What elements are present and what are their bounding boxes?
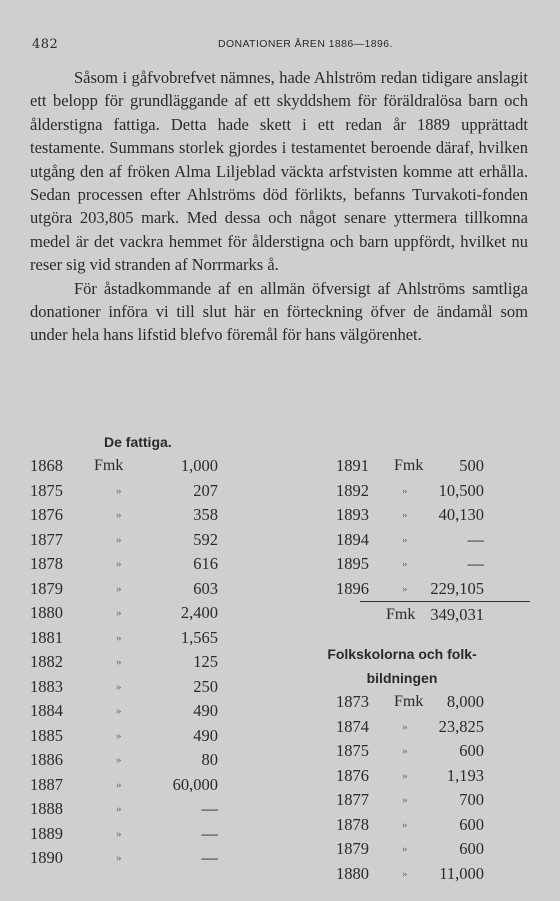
- total-amount: 349,031: [430, 605, 484, 624]
- row-year: 1883: [30, 676, 63, 696]
- row-ditto-mark: »: [402, 582, 408, 595]
- row-year: 1876: [30, 505, 63, 524]
- table-row: [300, 862, 530, 887]
- row-amount: 8,000: [446, 692, 484, 711]
- row-year: 1873: [336, 692, 369, 711]
- row-ditto-mark: »: [402, 745, 408, 757]
- fattiga-table: [30, 430, 270, 871]
- row-amount: —: [467, 554, 484, 573]
- paragraph: För åstadkommande af en allmän öfversigt af Ahlströms samtliga donationer införa vi till slut här en förteckning öfver de ändamål som under hela hans lifstid blefvo föremål för hans välgörenhet.: [30, 278, 528, 345]
- right-top-spacer: [300, 430, 530, 454]
- table-row: [30, 822, 270, 847]
- row-amount: 60,000: [172, 774, 218, 794]
- row-year: 1890: [30, 848, 63, 867]
- row-year: 1896: [336, 578, 369, 598]
- fattiga-rows-continued: [300, 454, 530, 602]
- table-row: [300, 528, 530, 553]
- row-ditto-mark: »: [116, 631, 122, 644]
- body-text: [30, 66, 528, 347]
- row-ditto-mark: »: [116, 778, 122, 791]
- row-year: 1892: [336, 480, 369, 500]
- row-year: 1876: [336, 765, 369, 785]
- row-amount: 500: [459, 456, 484, 475]
- table-row: [30, 797, 270, 822]
- row-year: 1888: [30, 799, 63, 818]
- row-year: 1878: [30, 554, 63, 573]
- row-amount: 600: [459, 814, 484, 834]
- table-row: [30, 601, 270, 626]
- row-amount: 592: [193, 529, 218, 549]
- row-year: 1894: [336, 529, 369, 549]
- row-amount: 600: [459, 839, 484, 858]
- table-row: [30, 675, 270, 700]
- row-amount: 1,193: [446, 765, 484, 785]
- table-row: [30, 748, 270, 773]
- row-ditto-mark: »: [116, 827, 122, 840]
- table-row: [300, 690, 530, 715]
- page-number: 482: [32, 37, 59, 52]
- running-title: DONATIONER ÅREN 1886—1896.: [218, 38, 393, 50]
- table-row: [30, 479, 270, 504]
- row-amount: 490: [193, 725, 218, 745]
- row-ditto-mark: »: [116, 705, 122, 717]
- row-amount: 700: [459, 790, 484, 809]
- table-row: [300, 764, 530, 789]
- row-ditto-mark: »: [402, 509, 408, 521]
- row-year: 1893: [336, 505, 369, 524]
- table-row: [30, 552, 270, 577]
- table-row: [300, 454, 530, 479]
- row-ditto-mark: »: [402, 818, 408, 831]
- row-year: 1880: [30, 603, 63, 622]
- table-row: [30, 528, 270, 553]
- row-year: 1887: [30, 774, 63, 794]
- table-row: [336, 577, 530, 603]
- folkskolor-heading-line2: bildningen: [366, 670, 438, 686]
- fattiga-total: [300, 602, 530, 628]
- table-row: [300, 552, 530, 577]
- row-ditto-mark: »: [116, 852, 122, 864]
- row-amount: —: [201, 799, 218, 818]
- row-unit: Fmk: [394, 693, 424, 710]
- table-row: [30, 724, 270, 749]
- row-unit: Fmk: [94, 457, 124, 474]
- row-amount: 616: [193, 554, 218, 573]
- row-year: 1891: [336, 456, 369, 475]
- row-ditto-mark: »: [402, 867, 408, 880]
- row-amount: 250: [193, 676, 218, 696]
- table-row: [300, 837, 530, 862]
- fattiga-heading: De fattiga.: [104, 434, 172, 450]
- row-amount: 80: [201, 750, 218, 769]
- row-year: 1882: [30, 652, 63, 671]
- table-row: [300, 813, 530, 838]
- right-column: [300, 430, 530, 886]
- folkskolor-heading-line1: Folkskolorna och folk-: [327, 646, 477, 662]
- table-row: [300, 788, 530, 813]
- row-ditto-mark: »: [402, 533, 408, 546]
- row-year: 1875: [30, 480, 63, 500]
- row-unit: Fmk: [394, 457, 424, 474]
- table-row: [30, 626, 270, 651]
- row-year: 1879: [30, 578, 63, 598]
- row-amount: 10,500: [438, 480, 484, 500]
- row-ditto-mark: »: [116, 533, 122, 546]
- total-unit: Fmk: [386, 606, 416, 623]
- table-row: [30, 846, 270, 871]
- page-header: [30, 37, 530, 53]
- row-ditto-mark: »: [116, 582, 122, 595]
- row-ditto-mark: »: [402, 720, 408, 733]
- row-year: 1881: [30, 627, 63, 647]
- row-year: 1868: [30, 456, 63, 475]
- row-year: 1874: [336, 716, 369, 736]
- table-row: [30, 454, 270, 479]
- row-amount: 1,565: [180, 627, 218, 647]
- row-year: 1877: [336, 790, 369, 809]
- row-amount: 2,400: [180, 603, 218, 622]
- table-row: [30, 773, 270, 798]
- row-ditto-mark: »: [116, 484, 122, 497]
- row-ditto-mark: »: [116, 729, 122, 742]
- folkskolor-rows: [300, 690, 530, 886]
- row-ditto-mark: »: [116, 607, 122, 619]
- row-ditto-mark: »: [116, 509, 122, 521]
- row-amount: 600: [459, 741, 484, 760]
- table-row: [30, 577, 270, 602]
- row-year: 1889: [30, 823, 63, 843]
- row-amount: —: [201, 823, 218, 843]
- row-ditto-mark: »: [402, 769, 408, 782]
- row-ditto-mark: »: [402, 558, 408, 570]
- table-row: [30, 699, 270, 724]
- table-row: [300, 479, 530, 504]
- row-year: 1878: [336, 814, 369, 834]
- row-amount: 40,130: [438, 505, 484, 524]
- row-ditto-mark: »: [116, 656, 122, 668]
- row-amount: 490: [193, 701, 218, 720]
- row-year: 1877: [30, 529, 63, 549]
- table-row: [300, 739, 530, 764]
- row-amount: 207: [193, 480, 218, 500]
- table-row: [300, 503, 530, 528]
- row-ditto-mark: »: [116, 803, 122, 815]
- row-ditto-mark: »: [116, 680, 122, 693]
- row-year: 1875: [336, 741, 369, 760]
- row-amount: 1,000: [180, 456, 218, 475]
- row-amount: 358: [193, 505, 218, 524]
- row-amount: 125: [193, 652, 218, 671]
- row-year: 1885: [30, 725, 63, 745]
- table-row: [300, 715, 530, 740]
- row-amount: 11,000: [439, 863, 484, 883]
- row-ditto-mark: »: [116, 558, 122, 570]
- row-year: 1879: [336, 839, 369, 858]
- paragraph: Såsom i gåfvobrefvet nämnes, hade Ahlström redan tidigare anslagit ett belopp för grundläggande af ett skyddshem för föräldralösa barn och ålderstigna fattiga. Detta hade skett i ett redan år 1889 upprättadt testamente. Summans storlek gjordes i testamentet beroende däraf, hvilken utgång den af fröken Alma Liljeblad väckta arfstvisten komme att erhålla. Sedan processen efter Ahlströms död förlikts, befanns Turvakoti-fonden utgöra 203,805 mark. Med dessa och något senare yttermera tillkomna medel är det vackra hemmet för ålderstigna och barn uppfördt, hvilket nu reser sig vid stranden af Norrmarks å.: [30, 68, 528, 275]
- row-ditto-mark: »: [402, 843, 408, 855]
- table-row: [30, 503, 270, 528]
- row-ditto-mark: »: [116, 754, 122, 766]
- row-amount: 229,105: [430, 578, 484, 598]
- row-amount: —: [201, 848, 218, 867]
- row-amount: 23,825: [438, 716, 484, 736]
- row-amount: 603: [193, 578, 218, 598]
- row-ditto-mark: »: [402, 794, 408, 806]
- row-year: 1880: [336, 863, 369, 883]
- row-year: 1895: [336, 554, 369, 573]
- row-year: 1884: [30, 701, 63, 720]
- row-year: 1886: [30, 750, 63, 769]
- row-amount: —: [467, 529, 484, 549]
- row-ditto-mark: »: [402, 484, 408, 497]
- table-row: [30, 650, 270, 675]
- fattiga-rows: [30, 454, 270, 871]
